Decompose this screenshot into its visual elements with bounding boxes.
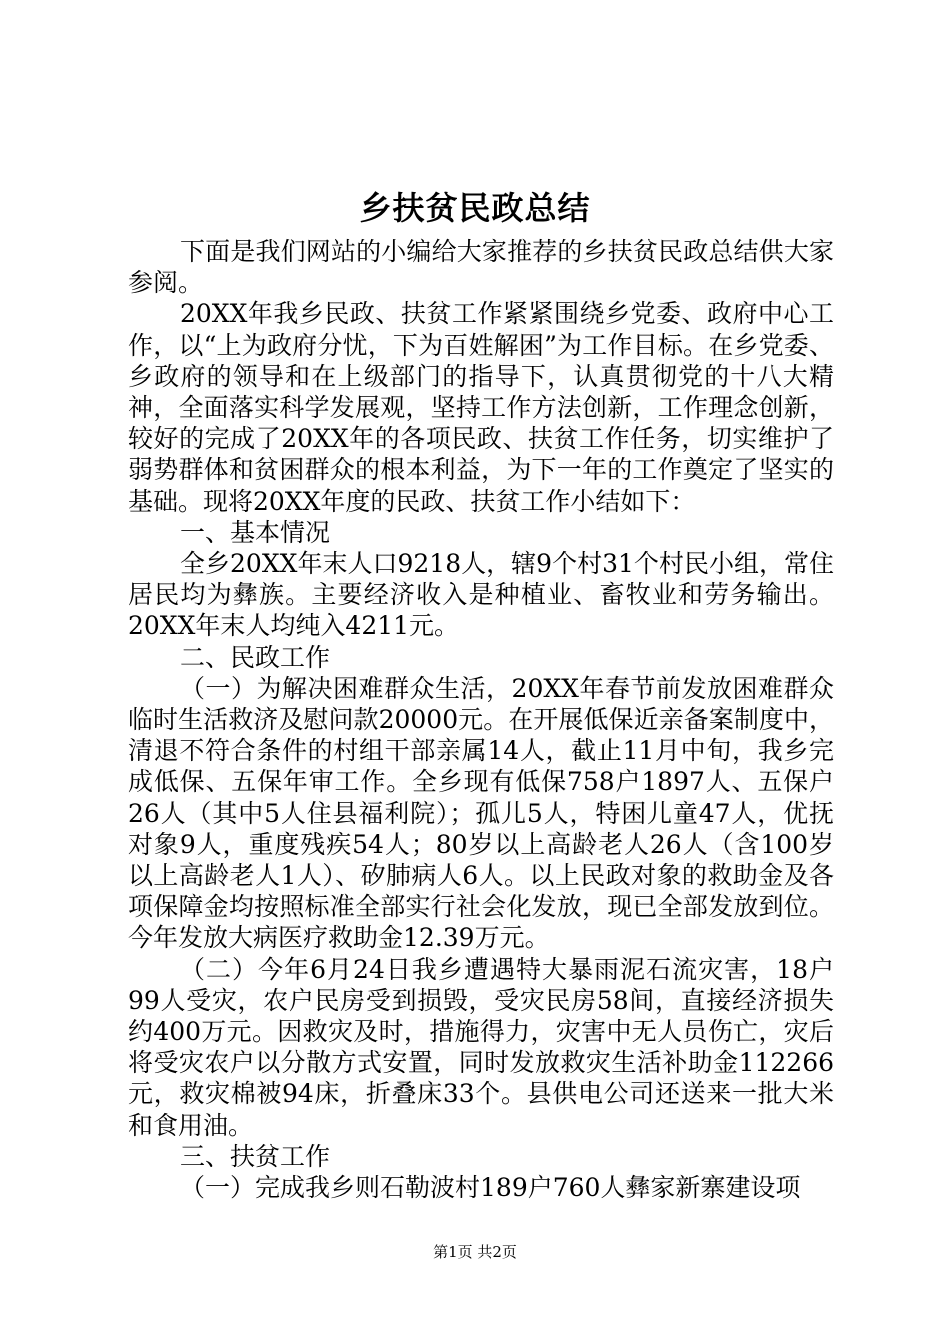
section-heading-basic: 一、基本情况 <box>180 517 331 547</box>
paragraph-civil-affairs-2: （二）今年6月24日我乡遭遇特大暴雨泥石流灾害，18户99人受灾，农户民房受到损毁，受灾民房58间，直接经济损失约400万元。因救灾及时，措施得力，灾害中无人员伤亡，灾后将受灾农户以分散方式安置，同时发放救灾生活补助金112266元，救灾棉被94床，折叠床33个。县供电公司还送来一批大米和食用油。 <box>128 954 834 1140</box>
paragraph-overview: 20XX年我乡民政、扶贫工作紧紧围绕乡党委、政府中心工作，以“上为政府分忧，下为百姓解困”为工作目标。在乡党委、乡政府的领导和在上级部门的指导下，认真贯彻党的十八大精神，全面落实科学发展观，坚持工作方法创新，工作理念创新，较好的完成了20XX年的各项民政、扶贫工作任务，切实维护了弱势群体和贫困群众的根本利益，为下一年的工作奠定了坚实的基础。现将20XX年度的民政、扶贫工作小结如下： <box>128 299 834 516</box>
paragraph-civil-affairs-1: （一）为解决困难群众生活，20XX年春节前发放困难群众临时生活救济及慰问款20000元。在开展低保近亲备案制度中，清退不符合条件的村组干部亲属14人，截止11月中旬，我乡完成低保、五保年审工作。全乡现有低保758户1897人、五保户26人（其中5人住县福利院）；孤儿5人，特困儿童47人，优抚对象9人，重度残疾54人；80岁以上高龄老人26人（含100岁以上高龄老人1人）、矽肺病人6人。以上民政对象的救助金及各项保障金均按照标准全部实行社会化发放，现已全部发放到位。今年发放大病医疗救助金12.39万元。 <box>128 673 834 953</box>
paragraph-intro: 下面是我们网站的小编给大家推荐的乡扶贫民政总结供大家参阅。 <box>128 237 834 298</box>
section-heading-poverty: 三、扶贫工作 <box>180 1141 331 1171</box>
document-title: 乡扶贫民政总结 <box>359 189 591 227</box>
section-heading-civil-affairs: 二、民政工作 <box>180 642 331 672</box>
document-body <box>128 236 834 1203</box>
paragraph-poverty-1: （一）完成我乡则石勒波村189户760人彝家新寨建设项 <box>180 1173 801 1203</box>
page-number: 第1页 共2页 <box>433 1243 517 1261</box>
paragraph-basic: 全乡20XX年末人口9218人，辖9个村31个村民小组，常住居民均为彝族。主要经济收入是种植业、畜牧业和劳务输出。20XX年末人均纯入4211元。 <box>128 549 834 641</box>
